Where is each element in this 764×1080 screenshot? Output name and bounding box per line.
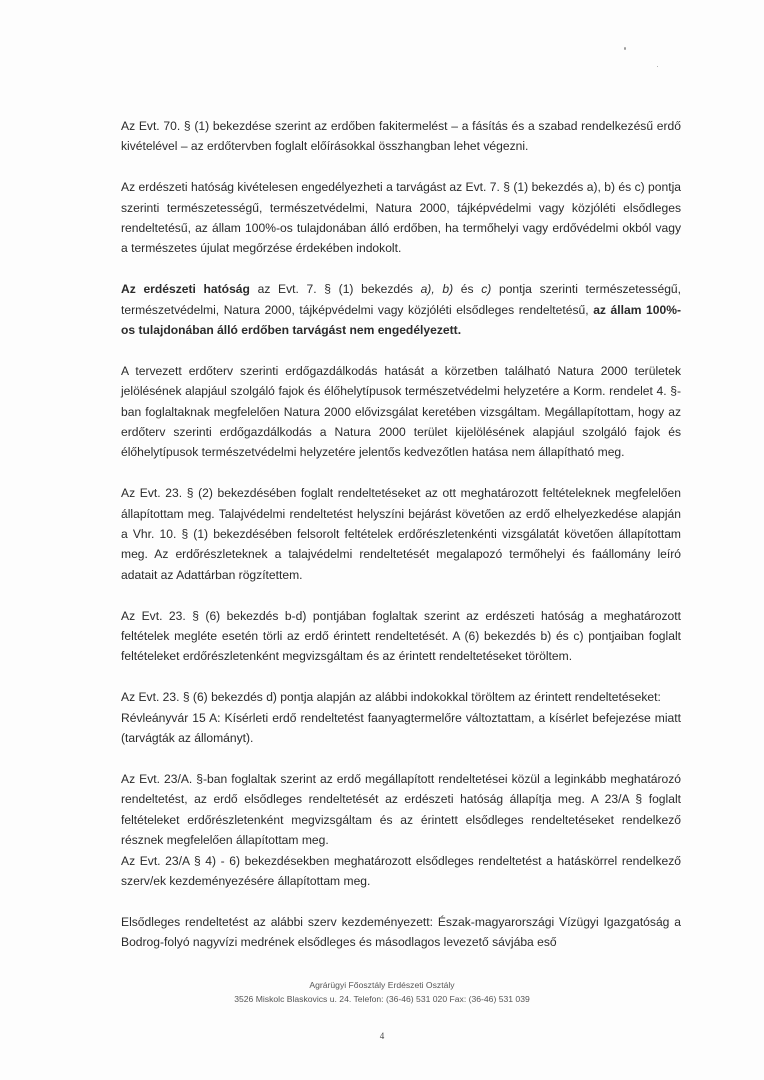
paragraph-tarvagas-engedely: Az erdészeti hatóság kivételesen engedélyezheti a tarvágást az Evt. 7. § (1) bekezdés a), b) és c) pontja szerinti természetességű, természetvédelmi, Natura 2000, tájképvédelmi vagy közjóléti elsődleges rendeltetésű, az állam 100%-os tulajdonában álló erdőben, ha termőhelyi vagy erdővédelmi okból vagy a természetes újulat megőrzése érdekében indokolt. [121, 180, 681, 256]
paragraph-rendeltetes-torles: Az Evt. 23. § (6) bekezdés b-d) pontjában foglaltak szerint az erdészeti hatóság a meghatározott feltételek megléte esetén törli az erdő érintett rendeltetését. A (6) bekezdés b) és c) pontjaiban foglalt feltételeket erdőrészletenként megvizsgáltam és az érintett rendeltetéseket töröltem. [121, 608, 681, 664]
bold-text: az állam 100%-os tulajdonában álló erdőben tarvágást nem engedélyezett. [121, 302, 681, 338]
scan-speck [657, 66, 658, 67]
paragraph-hataskor: Az Evt. 23/A § 4) - 6) bekezdésekben meghatározott elsődleges rendeltetést a hatáskörrel rendelkező szerv/ek kezdeményezésére állapítottam meg. [121, 853, 681, 888]
bold-text: Az erdészeti hatóság [121, 282, 250, 297]
scan-speck [624, 47, 626, 50]
paragraph-fakitermeles: Az Evt. 70. § (1) bekezdése szerint az erdőben fakitermelést – a fásítás és a szabad rendelkezésű erdő kivételével – az erdőtervben foglalt előírásokkal összhangban lehet végezni. [121, 119, 681, 154]
paragraph-torles-indokok: Az Evt. 23. § (6) bekezdés d) pontja alapján az alábbi indokokkal töröltem az érintett rendeltetéseket: [121, 690, 661, 705]
page-number: 4 [379, 1031, 385, 1041]
paragraph-elsodleges-rendeltetes: Az Evt. 23/A. §-ban foglaltak szerint az erdő megállapított rendeltetései közül a leginkább meghatározó rendeltetést, az erdő elsődleges rendeltetését az erdészeti hatóság állapítja meg. A 23/A § foglalt feltételeket erdőrészletenként megvizsgáltam és az érintett elsődleges rendeltetéseket rendelkező résznek megfelelően állapítottam meg. [121, 771, 681, 848]
paragraph-kezdemenyezo-szerv: Elsődleges rendeltetést az alábbi szerv kezdeményezett: Észak-magyarországi Vízügyi Igazgatóság a Bodrog-folyó nagyvízi medrének elsődleges és másodlagos levezető sávjába eső [121, 914, 681, 950]
paragraph-revleanyvar: Révleányvár 15 A: Kísérleti erdő rendeltetést faanyagtermelőre változtattam, a kísérlet befejezése miatt (tarvágták az állományt). [121, 710, 681, 746]
paragraph-tarvagas-nem-engedelyezett: Az erdészeti hatóság az Evt. 7. § (1) bekezdés a), b) és c) pontja szerinti természetességű, természetvédelmi, Natura 2000, tájképvédelmi vagy közjóléti elsődleges rendeltetésű, az állam 100%-os tulajdonában álló erdőben tarvágást nem engedélyezett. [121, 282, 682, 338]
footer-department: Agrárügyi Főosztály Erdészeti Osztály [309, 980, 455, 990]
footer-address: 3526 Miskolc Blaskovics u. 24. Telefon: (36-46) 531 020 Fax: (36-46) 531 039 [234, 994, 530, 1004]
body-text [121, 116, 681, 973]
paragraph-rendeltetesek: Az Evt. 23. § (2) bekezdésében foglalt rendeltetéseket az ott meghatározott feltételeknek megfelelően állapítottam meg. Talajvédelmi rendeltetést helyszíni bejárást követően az erdő elhelyezkedése alapján a Vhr. 10. § (1) bekezdésében felsorolt feltételek erdőrészletenkénti vizsgálatát követően állapítottam meg. Az erdőrészleteknek a talajvédelmi rendeltetését megalapozó termőhelyi és faállomány leíró adatait az Adattárban rögzítettem. [121, 486, 681, 582]
paragraph-natura-2000: A tervezett erdőterv szerinti erdőgazdálkodás hatását a körzetben található Natura 2000 területek jelölésének alapjául szolgáló fajok és élőhelytípusok természetvédelmi helyzetére a Korm. rendelet 4. §-ban foglaltaknak megfelelően Natura 2000 elővizsgálat keretében vizsgáltam. Megállapítottam, hogy az erdőterv szerinti erdőgazdálkodás a Natura 2000 terület kijelölésének alapjául szolgáló fajok és élőhelytípusok természetvédelmi helyzetére jelentős kedvezőtlen hatása nem állapítható meg. [121, 363, 681, 460]
